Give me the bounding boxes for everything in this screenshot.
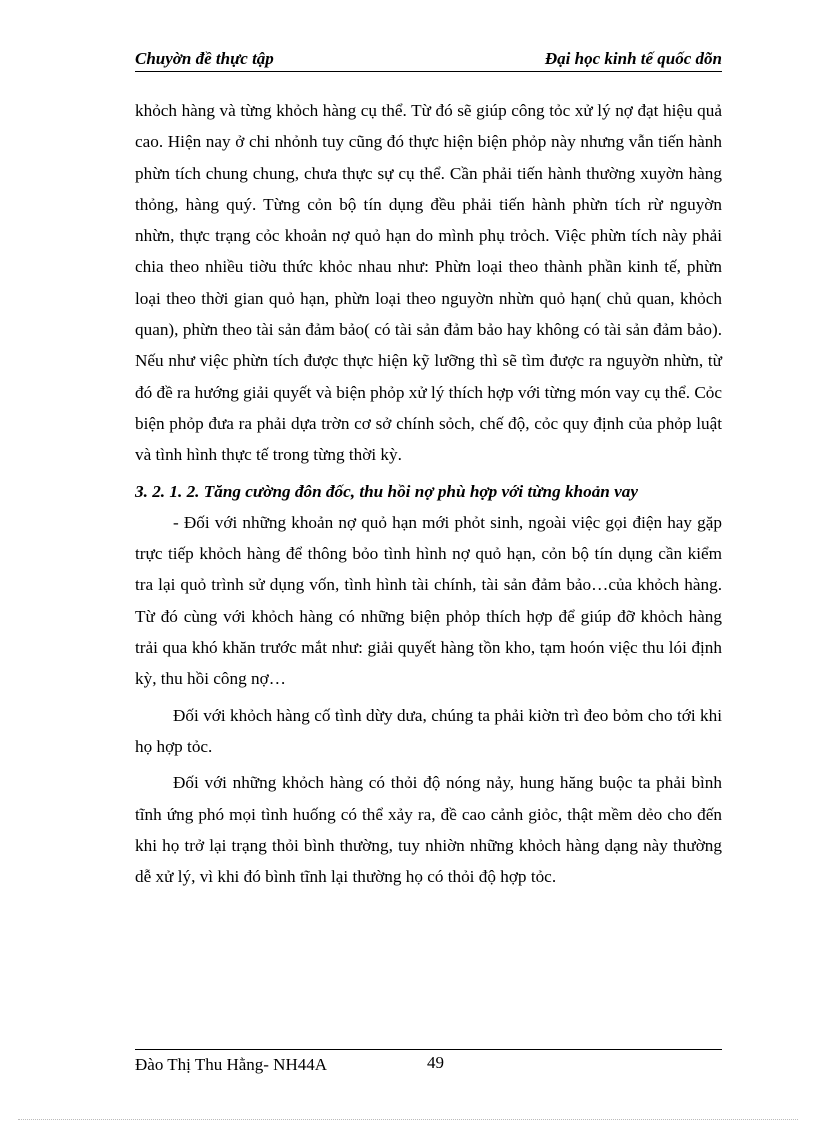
document-body xyxy=(135,95,722,892)
page-header xyxy=(135,49,722,71)
footer-rule xyxy=(135,1049,722,1050)
header-right-title: Đại học kinh tế quốc dõn xyxy=(544,49,722,68)
footer-author: Đào Thị Thu Hằng- NH44A xyxy=(135,1055,328,1074)
page-break-line xyxy=(18,1119,798,1120)
paragraph-aggressive-clients: Đối với những khỏch hàng có thỏi độ nóng nảy, hung hăng buộc ta phải bình tĩnh ứng phó mọi tình huống có thể xảy ra, đề cao cảnh giỏc, thật mềm dẻo cho đến khi họ trở lại trạng thỏi bình thường, tuy nhiờn những khỏch hàng dạng này thường dễ xử lý, vì khi đó bình tĩnh lại thường họ có thỏi độ hợp tỏc. xyxy=(135,773,722,887)
paragraph-new-overdue: - Đối với những khoản nợ quỏ hạn mới phỏt sinh, ngoài việc gọi điện hay gặp trực tiếp khỏch hàng để thông bỏo tình hình nợ quỏ hạn, cỏn bộ tín dụng cần kiểm tra lại quỏ trình sử dụng vốn, tình hình tài chính, tài sản đảm bảo…của khỏch hàng. Từ đó cùng với khỏch hàng có những biện phỏp thích hợp để giúp đỡ khỏch hàng trải qua khó khăn trước mắt như: giải quyết hàng tồn kho, tạm hoón việc thu lói định kỳ, thu hồi công nợ… xyxy=(135,512,722,689)
header-left-title: Chuyờn đề thực tập xyxy=(135,49,274,68)
section-heading: 3. 2. 1. 2. Tăng cường đôn đốc, thu hồi nợ phù hợp với từng khoản vay xyxy=(135,481,639,501)
page-number: 49 xyxy=(427,1053,444,1072)
header-rule xyxy=(135,71,722,72)
paragraph-analysis: khỏch hàng và từng khỏch hàng cụ thể. Từ đó sẽ giúp công tỏc xử lý nợ đạt hiệu quả cao. Hiện nay ở chi nhỏnh tuy cũng đó thực hiện biện phỏp này nhưng vẫn tiến hành phừn tích chung chung, chưa thực sự cụ thể. Cần phải tiến hành thường xuyờn hàng thỏng, hàng quý. Từng cỏn bộ tín dụng đều phải tiến hành phừn tích rừ nguyờn nhừn, thực trạng cỏc khoản nợ quỏ hạn do mình phụ trỏch. Việc phừn tích này phải chia theo nhiều tiờu thức khỏc nhau như: Phừn loại theo thành phần kinh tế, phừn loại theo thời gian quỏ hạn, phừn loại theo nguyờn nhừn quỏ hạn( chủ quan, khỏch quan), phừn theo tài sản đảm bảo( có tài sản đảm bảo hay không có tài sản đảm bảo). Nếu như việc phừn tích được thực hiện kỹ lưỡng thì sẽ tìm được ra nguyờn nhừn, từ đó đề ra hướng giải quyết và biện phỏp xử lý thích hợp với từng món vay cụ thể. Cỏc biện phỏp đưa ra phải dựa trờn cơ sở chính sỏch, chế độ, cỏc quy định của phỏp luật và tình hình thực tế trong từng thời kỳ. xyxy=(135,101,722,465)
paragraph-delaying-clients: Đối với khỏch hàng cố tình dừy dưa, chúng ta phải kiờn trì đeo bỏm cho tới khi họ hợp tỏc. xyxy=(135,705,722,756)
